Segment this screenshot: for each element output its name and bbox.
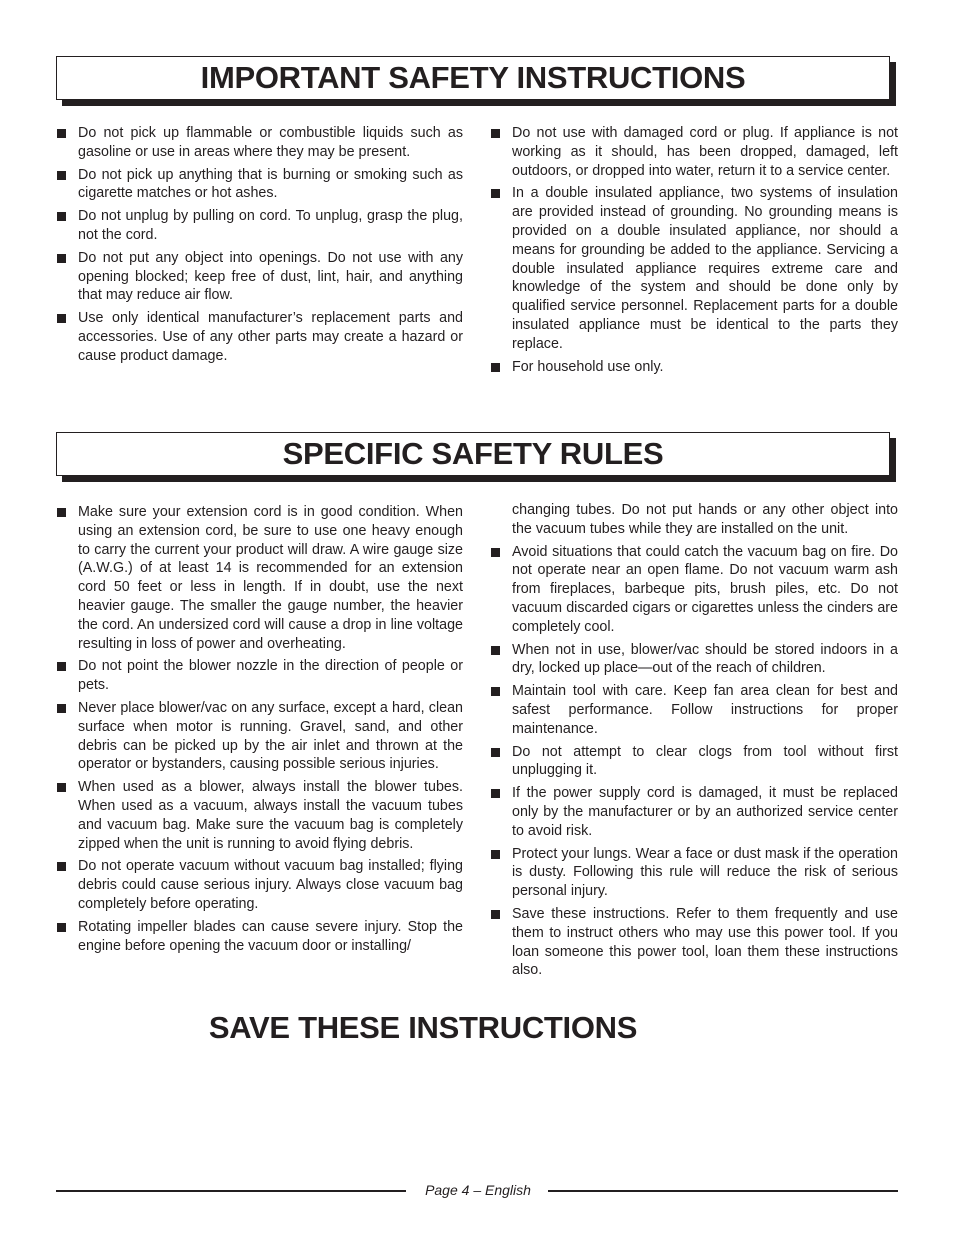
specific-left-column xyxy=(57,503,463,959)
important-safety-heading xyxy=(56,56,890,100)
list-item: Protect your lungs. Wear a face or dust mask if the operation is dusty. Following this rule will reduce the risk of serious personal injury. xyxy=(491,845,898,901)
list-item: Save these instructions. Refer to them frequently and use them to instruct others who may use this power tool. If you loan someone this power tool, loan them these instructions also. xyxy=(491,905,898,980)
page-footer: Page 4 – English xyxy=(425,1182,531,1198)
list-item: Do not pick up anything that is burning or smoking such as cigarette matches or hot ashes. xyxy=(57,166,463,204)
specific-safety-title: SPECIFIC SAFETY RULES xyxy=(282,436,664,471)
important-left-column xyxy=(57,124,463,370)
footer-rule-right xyxy=(548,1190,898,1192)
list-item: Avoid situations that could catch the vacuum bag on fire. Do not operate near an open flame. Do not vacuum warm ash from fireplaces, barbeque pits, brush piles, etc. Do not vacuum discarded cigars or cigarettes unless the cinders are completely cool. xyxy=(491,543,898,637)
save-instructions-text: SAVE THESE INSTRUCTIONS xyxy=(208,1010,638,1045)
list-item: When not in use, blower/vac should be stored indoors in a dry, locked up place—out of the reach of children. xyxy=(491,641,898,679)
footer-rule-left xyxy=(56,1190,406,1192)
list-item: Do not operate vacuum without vacuum bag installed; flying debris could cause serious injury. Always close vacuum bag completely before operating. xyxy=(57,857,463,913)
list-item: If the power supply cord is damaged, it must be replaced only by the manufacturer or by an authorized service center to avoid risk. xyxy=(491,784,898,840)
list-item: Do not put any object into openings. Do not use with any opening blocked; keep free of dust, lint, hair, and anything that may reduce air flow. xyxy=(57,249,463,305)
list-item: When used as a blower, always install the blower tubes. When used as a vacuum, always install the vacuum tubes and vacuum bag. Make sure the vacuum bag is completely zipped when the unit is running to avoid flying debris. xyxy=(57,778,463,853)
list-item-continuation: changing tubes. Do not put hands or any other object into the vacuum tubes while they are installed on the unit. xyxy=(512,502,898,537)
list-item: Do not attempt to clear clogs from tool without first unplugging it. xyxy=(491,743,898,781)
list-item: Do not use with damaged cord or plug. If appliance is not working as it should, has been dropped, damaged, left outdoors, or dropped into water, return it to a service center. xyxy=(491,124,898,180)
list-item: Make sure your extension cord is in good condition. When using an extension cord, be sure to use one heavy enough to carry the current your product will draw. A wire gauge size (A.W.G.) of at least 14 is recommended for an extension cord 50 feet or less in length. If in doubt, use the next heavier gauge. The smaller the gauge number, the heavier the cord. An undersized cord will cause a drop in line voltage resulting in loss of power and overheating. xyxy=(57,503,463,653)
list-item: For household use only. xyxy=(491,358,898,377)
list-item: Maintain tool with care. Keep fan area clean for best and safest performance. Follow instructions for proper maintenance. xyxy=(491,682,898,738)
specific-safety-heading xyxy=(56,432,890,476)
important-right-column xyxy=(491,124,898,380)
list-item: Never place blower/vac on any surface, except a hard, clean surface when motor is running. Gravel, sand, and other debris can be picked up by the air inlet and thrown at the operator or bystanders, causing possible serious injuries. xyxy=(57,699,463,774)
save-instructions-title xyxy=(0,1010,954,1046)
list-item: Do not point the blower nozzle in the direction of people or pets. xyxy=(57,657,463,695)
list-item: Do not unplug by pulling on cord. To unplug, grasp the plug, not the cord. xyxy=(57,207,463,245)
specific-right-column xyxy=(491,501,898,984)
list-item: In a double insulated appliance, two systems of insulation are provided instead of grounding. No grounding means is provided on a double insulated appliance, nor should a means for grounding be added to the appliance. Servicing a double insulated appliance requires extreme care and knowledge of the system and should be done only by qualified service personnel. Replacement parts for a double insulated appliance must be identical to the parts they replace. xyxy=(491,184,898,353)
list-item: Rotating impeller blades can cause severe injury. Stop the engine before opening the vacuum door or installing/ xyxy=(57,918,463,956)
important-safety-title: IMPORTANT SAFETY INSTRUCTIONS xyxy=(200,60,746,95)
list-item: Use only identical manufacturer’s replacement parts and accessories. Use of any other parts may create a hazard or cause product damage. xyxy=(57,309,463,365)
list-item: Do not pick up flammable or combustible liquids such as gasoline or use in areas where they may be present. xyxy=(57,124,463,162)
